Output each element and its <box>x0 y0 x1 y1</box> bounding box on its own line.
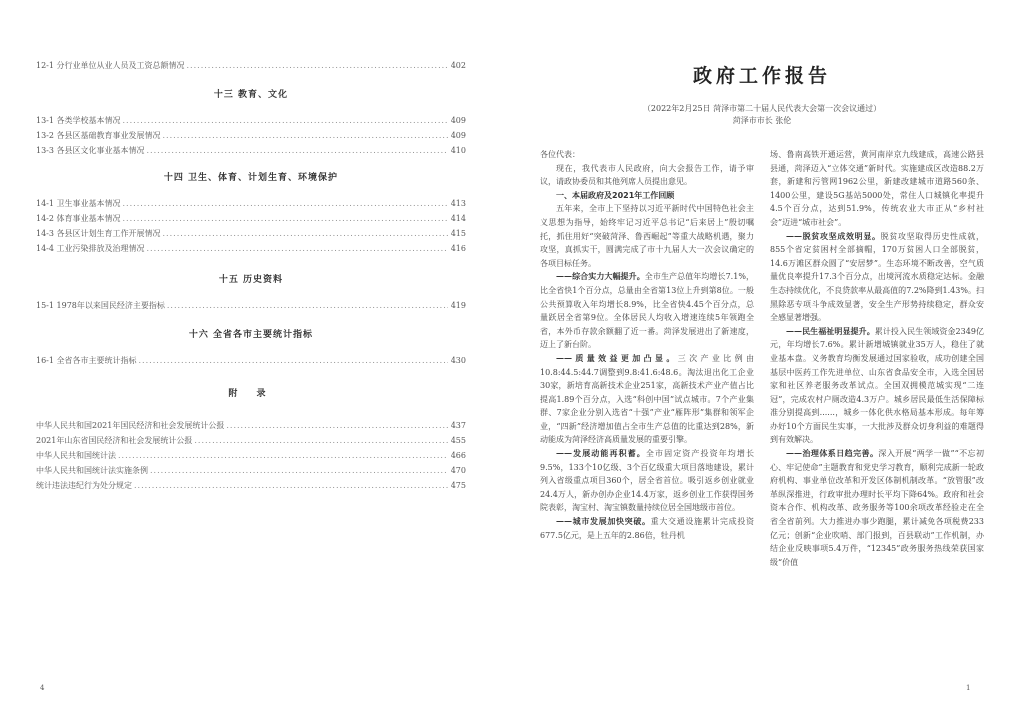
toc-item-page: 475 <box>450 481 466 490</box>
report-paragraph: 各位代表： <box>540 150 580 159</box>
toc-leader-dots <box>118 448 448 463</box>
paragraph-lead: ——综合实力大幅提升。 <box>556 271 645 282</box>
paragraph-lead: ——质量效益更加凸显。 <box>556 352 678 363</box>
toc-item-text: 15-1 1978年以来国民经济主要指标 <box>36 301 165 310</box>
toc-appendix-heading: 附 录 <box>228 389 274 399</box>
toc-item-text: 统计违法违纪行为处分规定 <box>36 481 132 490</box>
toc-leader-dots <box>134 478 448 493</box>
report-page <box>540 62 984 567</box>
toc-item[interactable] <box>36 196 466 211</box>
right-page-number: 1 <box>966 684 971 692</box>
toc-item-text: 13-1 各类学校基本情况 <box>36 116 121 125</box>
toc-item-text: 14-1 卫生事业基本情况 <box>36 199 121 208</box>
toc-item-page: 410 <box>450 146 466 155</box>
paragraph-text: 脱贫攻坚取得历史性成就，855个省定贫困村全部摘帽，170万贫困人口全部脱贫，14.6万滩区群众圆了“安居梦”。生态环境不断改善，空气质量优良率提升17.3个百分点，出境河流水质稳定达标。金融生态持续优化，不良贷款率从最高值的7.2%降到1.43%。扫黑除恶专项斗争成效显著，安全生产形势持续稳定，群众安全感显著增强。 <box>770 231 984 323</box>
paragraph-lead: ——城市发展加快突破。 <box>556 516 651 527</box>
report-title: 政府工作报告 <box>692 65 831 87</box>
toc-leader-dots <box>123 196 448 211</box>
paragraph-lead: ——民生福祉明显提升。 <box>786 325 875 336</box>
toc-leader-dots <box>139 353 448 368</box>
report-column-right <box>770 148 984 569</box>
report-paragraph <box>770 325 984 447</box>
toc-item-text: 13-2 各县区基础教育事业发展情况 <box>36 131 161 140</box>
toc-section-heading: 十四 卫生、体育、计划生育、环境保护 <box>163 173 339 183</box>
toc-item-page: 402 <box>450 61 466 70</box>
report-paragraph <box>770 447 984 569</box>
left-page-number: 4 <box>40 684 45 692</box>
toc-item-page: 437 <box>450 421 466 430</box>
report-subtitle: （2022年2月25日 菏泽市第二十届人民代表大会第一次会议通过） <box>642 104 882 113</box>
report-body <box>540 148 984 569</box>
toc-item-page: 415 <box>450 229 466 238</box>
toc-item-text: 12-1 分行业单位从业人员及工资总额情况 <box>36 61 185 70</box>
report-paragraph <box>540 352 754 447</box>
toc-item[interactable] <box>36 478 466 493</box>
report-section-heading: 一、本届政府及2021年工作回顾 <box>556 190 675 200</box>
toc-item[interactable] <box>36 353 466 368</box>
paragraph-text: 全市生产总值年均增长7.1%，比全省快1个百分点，总量由全省第13位上升到第8位。一般公共预算收入年均增长8.9%，比全省快4.45个百分点，总量跃居全省第9位。全体居民人均收入增速连续5年领跑全省，本外币存款余额翻了近一番。菏泽发展进出了新速度，迈上了新台阶。 <box>540 272 754 350</box>
paragraph-text: 三次产业比例由10.8:44.5:44.7调整到9.8:41.6:48.6。淘汰退出化工企业30家，新培育高新技术企业251家，高新技术产业产值占比提高1.89个百分点，入选“科创中国”试点城市。7个产业集群、7家企业分别入选省“十强”产业“雁阵形”集群和领军企业，“四新”经济增加值占全市生产总值的比重达到28%，新动能成为菏泽经济高质量发展的重要引擎。 <box>540 353 754 445</box>
report-paragraph: 现在，我代表市人民政府，向大会报告工作，请予审议，请政协委员和其他列席人员提出意见。 <box>540 163 754 187</box>
toc-item-text: 中华人民共和国2021年国民经济和社会发展统计公报 <box>36 421 225 430</box>
toc-leader-dots <box>163 226 448 241</box>
toc-item[interactable] <box>36 128 466 143</box>
toc-item-page: 455 <box>450 436 466 445</box>
toc-leader-dots <box>123 211 448 226</box>
report-column-left <box>540 148 754 569</box>
toc-item[interactable] <box>36 58 466 73</box>
toc-item-text: 中华人民共和国统计法 <box>36 451 116 460</box>
toc-leader-dots <box>226 418 447 433</box>
toc-item[interactable] <box>36 211 466 226</box>
toc-leader-dots <box>187 58 448 73</box>
toc-item[interactable] <box>36 433 466 448</box>
report-paragraph <box>540 270 754 352</box>
toc-item-page: 409 <box>450 116 466 125</box>
toc-item-page: 470 <box>450 466 466 475</box>
toc-item[interactable] <box>36 241 466 256</box>
toc-leader-dots <box>147 241 448 256</box>
toc-leader-dots <box>147 143 448 158</box>
toc-item-page: 414 <box>450 214 466 223</box>
toc-item-page: 466 <box>450 451 466 460</box>
paragraph-text: 深入开展“两学一做”“不忘初心、牢记使命”主题教育和党史学习教育，顺利完成新一轮政府机构、事业单位改革和开发区体制机制改革。“放管服”改革纵深推进，行政审批办理时长平均下降64%。政府和社会资本合作、机构改革、政务服务等100余项改革经验走在全省全省前列。大力推进办事少跑腿，累计减免各项税费233亿元；创新“企业吹哨、部门报到，百县联动”工作机制，办结企业反映事项5.4万件，“12345”政务服务热线荣获国家级“价值 <box>770 449 984 567</box>
toc-leader-dots <box>123 113 448 128</box>
paragraph-text: 全市固定资产投资年均增长9.5%，133个10亿级、3个百亿级重大项目落地建设，累计列入省级重点项目360个，居全省首位。吸引返乡创业就业24.4万人，新办创办企业14.4万家，返乡创业工作获得国务院表彰，淘宝村、淘宝镇数量持续位居全国地级市首位。 <box>540 449 754 513</box>
toc-item[interactable] <box>36 463 466 478</box>
toc-leader-dots <box>194 433 447 448</box>
toc-section-heading: 十三 教育、文化 <box>213 90 289 100</box>
toc-item-page: 416 <box>450 244 466 253</box>
report-paragraph: 五年来，全市上下坚持以习近平新时代中国特色社会主义思想为指导，始终牢记习近平总书记“后来居上”殷切嘱托，抓住用好“突破菏泽、鲁西崛起”等重大战略机遇，聚力攻坚，真抓实干，圆满完成了市十九届人大一次会议确定的各项目标任务。 <box>540 204 754 268</box>
report-author: 菏泽市市长 张伦 <box>732 116 792 125</box>
report-paragraph <box>770 230 984 325</box>
toc-item[interactable] <box>36 298 466 313</box>
report-paragraph <box>540 447 754 515</box>
toc-leader-dots <box>150 463 448 478</box>
toc-section-heading: 十五 历史资料 <box>218 275 284 285</box>
toc-item-page: 419 <box>450 301 466 310</box>
toc-leader-dots <box>163 128 448 143</box>
toc-item[interactable] <box>36 143 466 158</box>
toc-item-text: 13-3 各县区文化事业基本情况 <box>36 146 145 155</box>
toc-item-text: 14-3 各县区计划生育工作开展情况 <box>36 229 161 238</box>
toc-section-heading: 十六 全省各市主要统计指标 <box>188 330 314 340</box>
toc-item-page: 413 <box>450 199 466 208</box>
paragraph-text: 重大交通设施累计完成投资677.5亿元，是上五年的2.86倍，牡丹机 <box>540 517 754 540</box>
toc-item-text: 中华人民共和国统计法实施条例 <box>36 466 148 475</box>
paragraph-lead: ——发展动能再积蓄。 <box>556 448 646 459</box>
toc-item[interactable] <box>36 113 466 128</box>
toc-item[interactable] <box>36 226 466 241</box>
toc-item[interactable] <box>36 418 466 433</box>
report-paragraph <box>540 515 754 542</box>
table-of-contents <box>36 58 466 493</box>
toc-item-page: 409 <box>450 131 466 140</box>
report-paragraph: 场、鲁南高铁开通运营，黄河南岸京九线建成，高速公路县县通，菏泽迈入“立体交通”新时代。实施建成区改造88.2万套，新建和污管网1962公里，新建改建城市道路560条、1400公里，建设5G基站5000处，常住人口城镇化率提升4.5个百分点，达到51.9%，传统农业大市正从“乡村社会”迈进“城市社会”。 <box>770 150 984 227</box>
toc-leader-dots <box>167 298 448 313</box>
toc-item[interactable] <box>36 448 466 463</box>
paragraph-lead: ——脱贫攻坚成效明显。 <box>786 230 881 241</box>
toc-item-text: 16-1 全省各市主要统计指标 <box>36 356 137 365</box>
paragraph-lead: ——治理体系日趋完善。 <box>786 448 879 459</box>
toc-item-text: 2021年山东省国民经济和社会发展统计公报 <box>36 436 193 445</box>
toc-item-page: 430 <box>450 356 466 365</box>
paragraph-text: 累计投入民生领域资金2349亿元，年均增长7.6%。累计新增城镇就业35万人，稳住了就业基本盘。义务教育均衡发展通过国家验收，成功创建全国基层中医药工作先进单位、山东省食品安全市，入选全国居家和社区养老服务改革试点。全国双拥模范城实现“二连冠”，完成农村户厕改造4.3万户。城乡居民最低生活保障标准分别提高到......，城乡一体化供水格局基本形成。每年筹办好10个方面民生实事，一大批涉及群众切身利益的难题得到有效解决。 <box>770 326 984 445</box>
toc-item-text: 14-4 工业污染排放及治理情况 <box>36 244 145 253</box>
toc-item-text: 14-2 体育事业基本情况 <box>36 214 121 223</box>
